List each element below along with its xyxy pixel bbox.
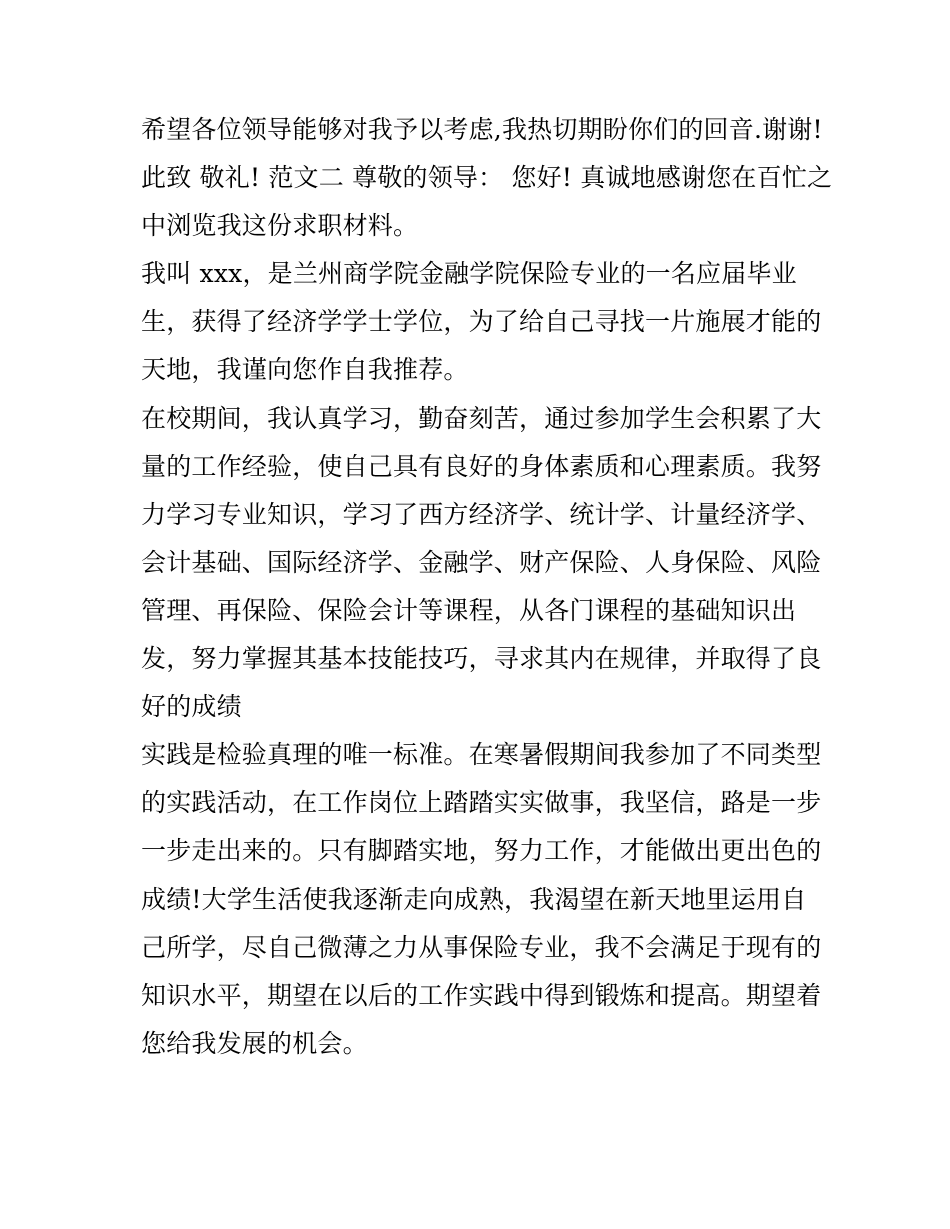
text-line: 会计基础、国际经济学、金融学、财产保险、人身保险、风险 — [141, 547, 822, 577]
text-line: 管理、再保险、保险会计等课程，从各门课程的基础知识出 — [141, 595, 797, 625]
text-line: 一步走出来的。只有脚踏实地，努力工作，才能做出更出色的 — [141, 836, 822, 866]
text-line: 天地，我谨向您作自我推荐。 — [141, 355, 469, 385]
text-line: 实践是检验真理的唯一标准。在寒暑假期间我参加了不同类型 — [141, 740, 822, 770]
text-line: 您给我发展的机会。 — [141, 1028, 368, 1058]
text-line: 成绩!大学生活使我逐渐走向成熟，我渴望在新天地里运用自 — [141, 884, 807, 914]
text-line: 中浏览我这份求职材料。 — [141, 211, 419, 241]
text-line: 生，获得了经济学学士学位，为了给自己寻找一片施展才能的 — [141, 307, 822, 337]
text-line: 的实践活动，在工作岗位上踏踏实实做事，我坚信，路是一步 — [141, 788, 822, 818]
document-body — [141, 106, 833, 1068]
text-line: 希望各位领导能够对我予以考虑,我热切期盼你们的回音.谢谢! — [141, 115, 823, 144]
text-line: 我叫 xxx，是兰州商学院金融学院保险专业的一名应届毕业 — [141, 259, 797, 289]
text-line: 在校期间，我认真学习，勤奋刻苦，通过参加学生会积累了大 — [141, 403, 822, 433]
text-line: 己所学，尽自己微薄之力从事保险专业，我不会满足于现有的 — [141, 932, 822, 962]
text-line: 此致 敬礼! 范文二 尊敬的领导： 您好! 真诚地感谢您在百忙之 — [141, 163, 833, 193]
text-line: 力学习专业知识，学习了西方经济学、统计学、计量经济学、 — [141, 499, 822, 529]
text-line: 量的工作经验，使自己具有良好的身体素质和心理素质。我努 — [141, 451, 822, 481]
text-line: 好的成绩 — [141, 692, 242, 722]
text-line: 发，努力掌握其基本技能技巧，寻求其内在规律，并取得了良 — [141, 644, 822, 674]
text-line: 知识水平，期望在以后的工作实践中得到锻炼和提高。期望着 — [141, 980, 822, 1010]
